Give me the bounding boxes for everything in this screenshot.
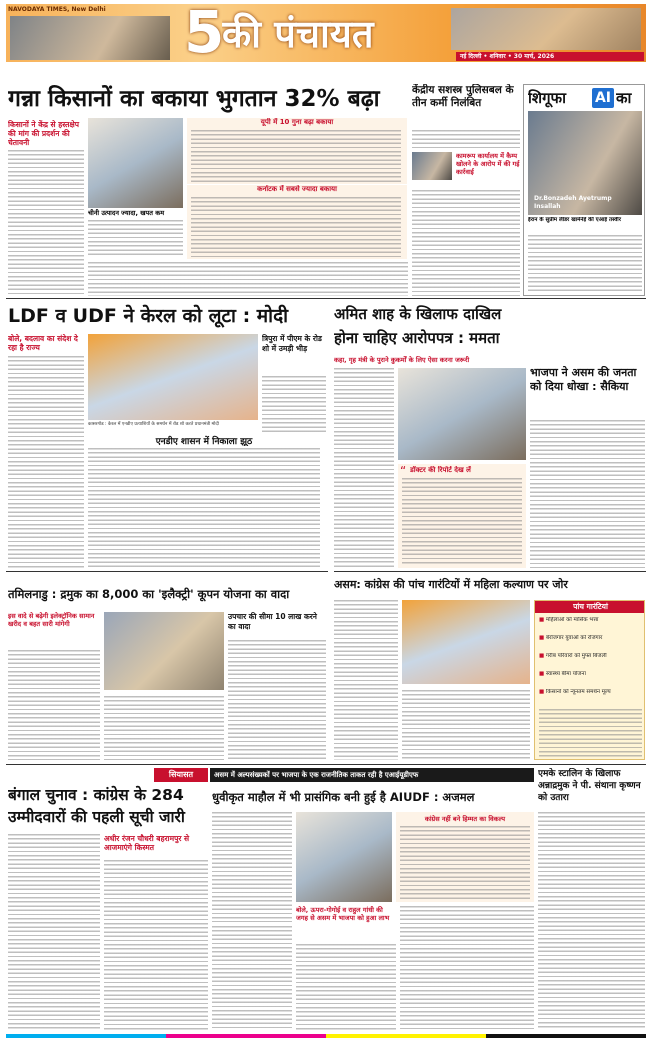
aiudf-sub: बोले, ऊपरा-गोगोई व राहुल गांधी की जगह से असम में भाजपा को हुआ लाभ bbox=[296, 906, 390, 922]
guarantee-box-title: पांच गारंटियां bbox=[535, 601, 645, 613]
quote-icon: “ bbox=[400, 464, 407, 476]
brand-title: की पंचायत bbox=[222, 12, 374, 56]
bhajpa-text bbox=[530, 420, 645, 568]
box-up-dues bbox=[187, 118, 407, 184]
date-line: नई दिल्ली • शनिवार • 30 मार्च, 2026 bbox=[456, 52, 644, 61]
aiudf-photo bbox=[296, 812, 392, 902]
section-label: सियासत bbox=[154, 768, 208, 782]
tamil-photo bbox=[104, 612, 224, 690]
assam-text-2 bbox=[402, 690, 530, 760]
aiudf-headline: धुवीकृत माहौल में भी प्रासंगिक बनी हुई है AIUDF : अजमल bbox=[212, 790, 475, 804]
ai-title-pre: शिगूफा bbox=[528, 89, 566, 107]
bengal-sub: अधीर रंजन चौधरी बहरामपुर से आजमाएंगे किस्मत bbox=[104, 834, 190, 852]
tamil-side-title: उपचार की सीमा 10 लाख करने का वादा bbox=[228, 612, 317, 631]
amit-sub: कहा, गृह मंत्री के पुराने कुकर्मों के लिए ऐसा करना जरूरी bbox=[334, 356, 470, 364]
aiudf-left-text bbox=[212, 812, 292, 922]
bengal-left-text bbox=[8, 834, 100, 1030]
amit-headline: अमित शाह के खिलाफ दाखिल होना चाहिए आरोपपत्र : ममता bbox=[334, 305, 502, 347]
masthead bbox=[6, 4, 646, 64]
guarantee-item: ■ किसानों को न्यूनतम समर्थन मूल्य bbox=[539, 689, 642, 703]
ldf-photo bbox=[88, 334, 258, 420]
crpf-text-2 bbox=[412, 190, 520, 296]
tamil-sub: इस वादे से बढ़ेगी इलेक्ट्रॉनिक सामान खरीद व बहत सारी मांगेगी bbox=[8, 612, 95, 628]
divider-4 bbox=[6, 764, 646, 765]
lead-photo bbox=[88, 118, 183, 208]
ai-title-post: का bbox=[616, 89, 632, 107]
guarantee-box bbox=[534, 600, 645, 760]
ai-text bbox=[528, 235, 642, 293]
crpf-photo bbox=[412, 152, 452, 180]
aiudf-quote-text bbox=[400, 826, 530, 900]
box-karnataka bbox=[187, 185, 407, 259]
crpf-headline: केंद्रीय सशस्त्र पुलिसबल के तीन कर्मी निलंबित bbox=[412, 84, 514, 109]
bottom-register-bar bbox=[6, 1034, 646, 1038]
lead-left-text bbox=[8, 150, 84, 295]
box-karnataka-text bbox=[191, 197, 401, 257]
brand-number: 5 bbox=[184, 4, 224, 62]
crpf-text-1 bbox=[412, 130, 520, 150]
guarantee-item: ■ महिलाओं को मासिक भत्ता bbox=[539, 617, 642, 631]
ldf-photo-caption: कासरगोड : केरल में एनडीए प्रत्याशियों के समर्थन में रोड शो करते प्रधानमंत्री मोदी bbox=[88, 422, 219, 427]
lead-headline: गन्ना किसानों का बकाया भुगतान 32% बढ़ा bbox=[8, 86, 380, 112]
box-up-dues-title: यूपी में 10 गुना बढ़ा बकाया bbox=[260, 118, 334, 126]
ai-badge: AI bbox=[592, 88, 614, 108]
ldf-mid-text bbox=[88, 448, 320, 568]
divider-1 bbox=[6, 298, 646, 299]
amit-quote-box bbox=[398, 464, 526, 568]
guarantee-item: ■ स्वास्थ्य बीमा योजना bbox=[539, 671, 642, 685]
box-up-dues-text bbox=[191, 130, 401, 182]
ldf-left-text bbox=[8, 356, 84, 568]
bengal-headline: बंगाल चुनाव : कांग्रेस के 284 उम्मीदवारों की पहली सूची जारी bbox=[8, 786, 185, 826]
amit-left-text bbox=[334, 368, 394, 568]
lead-bottom-text bbox=[88, 262, 408, 296]
stalin-headline: एमके स्टालिन के खिलाफ अन्नाद्रमुक ने पी. संथाना कृष्णन को उतारा bbox=[538, 769, 641, 803]
stalin-text bbox=[538, 812, 645, 1030]
guarantee-item: ■ गरीब परिवारों को मुफ्त बिजली bbox=[539, 653, 642, 667]
aiudf-quote-box bbox=[396, 812, 534, 902]
tamil-mid-text bbox=[104, 696, 224, 760]
lead-side-subhead: किसानों ने केंद्र से हस्तक्षेप की मांग की प्रदर्शन की चेतावनी bbox=[8, 120, 80, 147]
section-banner: असम में अल्पसंख्यकों पर भाजपा के एक राजनीतिक ताकत रही है एआईयूडीएफ bbox=[210, 768, 534, 782]
ai-watermark: Dr.Bonzadeh Ayetrump Insallah bbox=[534, 195, 612, 210]
guarantee-box-text bbox=[539, 709, 642, 757]
aiudf-quote: कांग्रेस नहीं बने हिम्मत का विकल्प bbox=[424, 815, 506, 823]
bengal-mid-text bbox=[104, 860, 208, 1030]
divider-2 bbox=[334, 571, 646, 572]
ldf-headline: LDF व UDF ने केरल को लूटा : मोदी bbox=[8, 305, 289, 327]
assam-headline: असम: कांग्रेस की पांच गारंटियों में महिला कल्याण पर जोर bbox=[334, 578, 568, 591]
publisher-line: NAVODAYA TIMES, New Delhi bbox=[8, 6, 106, 13]
amit-quote-text bbox=[402, 478, 522, 566]
tamil-headline: तमिलनाडु : द्रमुक का 8,000 का 'इलैक्ट्री' कूपन योजना का वादा bbox=[8, 587, 290, 601]
guarantee-item: ■ बेरोजगार युवाओं को रोजगार bbox=[539, 635, 642, 649]
tripura-text bbox=[262, 376, 326, 432]
aiudf-bottom-mid-text bbox=[296, 944, 396, 1030]
ldf-sub: बोले, बदलाव का संदेश दे रहा है राज्य bbox=[8, 334, 78, 352]
tamil-side-text bbox=[228, 640, 326, 760]
masthead-left-photo bbox=[10, 16, 170, 60]
bhajpa-headline: भाजपा ने असम की जनता को दिया धोखा : सैकिया bbox=[530, 366, 637, 393]
amit-photo bbox=[398, 368, 526, 460]
assam-photo bbox=[402, 600, 530, 684]
assam-text-1 bbox=[334, 600, 398, 760]
lead-photo-text bbox=[88, 220, 183, 258]
aiudf-bottom-left-text bbox=[212, 926, 292, 1030]
divider-3 bbox=[6, 571, 328, 572]
amit-quote-title: डॉक्टर की रिपोर्ट देख लें bbox=[410, 466, 471, 474]
aiudf-bottom-right-text bbox=[400, 906, 534, 1030]
tripura-title: त्रिपुरा में पीएम के रोड शो में उमड़ी भीड़ bbox=[262, 334, 322, 353]
tamil-left-text bbox=[8, 650, 100, 760]
lead-photo-caption: चीनी उत्पादन ज्यादा, खपत कम bbox=[88, 209, 165, 217]
masthead-right-photo bbox=[451, 8, 641, 50]
ai-box bbox=[523, 84, 645, 296]
ldf-mid-title: एनडीए शासन में निकाला झूठ bbox=[155, 437, 253, 446]
crpf-sub: कामरूप कार्यालय में कैम्प खोलने के आरोप में की गई कार्रवाई bbox=[456, 152, 520, 176]
ai-caption: ईरान के सुप्रीम लीडर खामेनेई की एआई तस्वीर bbox=[528, 217, 621, 223]
box-karnataka-title: कर्नाटक में सबसे ज्यादा बकाया bbox=[257, 185, 337, 193]
